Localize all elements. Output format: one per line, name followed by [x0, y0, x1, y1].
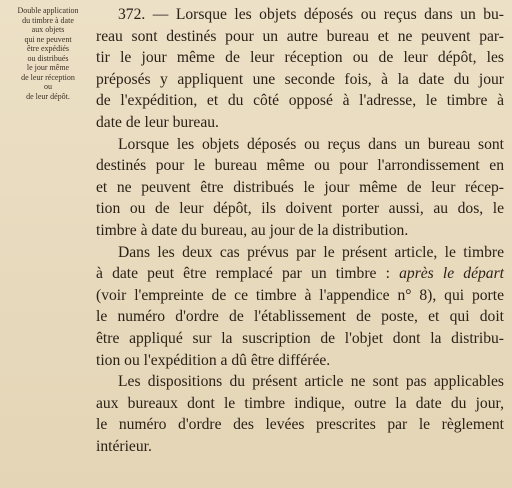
margin-note-line: aux objets [31, 25, 65, 34]
text-line: de l'expédition, et du côté opposé à l'adresse, le timbre à [96, 92, 504, 110]
margin-note-line: Double application [17, 6, 79, 15]
margin-note-line: le jour même [26, 63, 70, 72]
text-line: préposés y appliquent une seconde fois, à la date du jour [96, 70, 504, 88]
margin-note-line: de leur dépôt. [26, 91, 70, 101]
text-fragment: — Lorsque les objets déposés ou reçus dans un bu- [152, 6, 504, 23]
article-body [96, 4, 504, 457]
text-line: Les dispositions du présent article ne sont pas applicables [118, 373, 504, 391]
stamp-name: après le départ [399, 265, 505, 283]
text-line: tion ou de leur dépôt, ils doivent porter aussi, au dos, le [96, 200, 504, 218]
paragraph-2 [96, 134, 504, 242]
text-line: Lorsque les objets déposés ou reçus dans un bureau sont [118, 135, 504, 153]
text-line: reau sont destinés pour un autre bureau et ne peuvent par- [96, 27, 504, 45]
text-line: Dans les deux cas prévus par le présent article, le timbre [118, 243, 504, 261]
margin-note-line: qui ne peuvent [24, 34, 72, 44]
article-number: 372. [118, 6, 146, 23]
text-line [96, 263, 504, 285]
text-line: date de leur bureau. [96, 113, 219, 131]
margin-note-line: de leur réception [21, 72, 75, 82]
margin-note-line: ou [44, 82, 52, 91]
text-line: tir le jour même de leur réception ou de leur dépôt, les [96, 49, 504, 67]
text-fragment: à date peut être remplacé par un timbre : [96, 265, 400, 283]
margin-note-line: être expédiés [27, 44, 69, 53]
text-line: et ne peuvent être distribués le jour même de leur récep- [96, 178, 504, 196]
text-line: le numéro d'ordre de l'établissement de poste, et qui doit [96, 308, 504, 326]
paragraph-3 [96, 242, 504, 372]
text-line: le numéro d'ordre des levées prescrites par le règlement [96, 416, 504, 434]
text-line: tion ou l'expédition a dû être différée. [96, 351, 331, 369]
text-line: être appliqué sur la suscription de l'objet dont la distribu- [96, 329, 504, 347]
margin-note-line: ou distribués [27, 53, 69, 63]
margin-note-line: du timbre à date [22, 15, 74, 25]
margin-note [3, 6, 93, 101]
text-line: timbre à date du bureau, au jour de la distribution. [96, 221, 409, 239]
text-line: intérieur. [96, 437, 152, 455]
paragraph-1 [96, 4, 504, 134]
paragraph-4 [96, 371, 504, 457]
text-line: aux bureaux dont le timbre indique, outre la date du jour, [96, 394, 504, 412]
text-line [96, 4, 504, 26]
text-line: (voir l'empreinte de ce timbre à l'appendice n° 8), qui porte [96, 286, 504, 304]
text-line: destinés pour le bureau même ou pour l'arrondissement en [96, 157, 504, 175]
